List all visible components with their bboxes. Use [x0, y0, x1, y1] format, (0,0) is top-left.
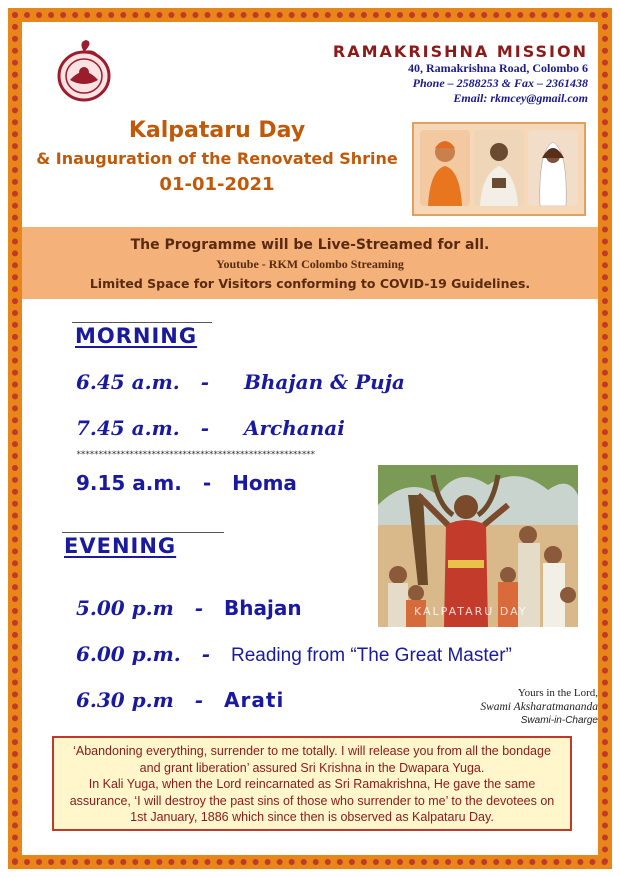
- schedule-time: 6.00 p.m.: [76, 642, 181, 666]
- evening-item-1: [76, 596, 302, 620]
- livestream-banner: [22, 227, 598, 299]
- banner-youtube-text: Youtube - RKM Colombo Streaming: [216, 257, 404, 271]
- quote-paragraph-1: ‘Abandoning everything, surrender to me totally. I will release you from all the bondage and grant liberation’ assured Sri Krishna in the Dwapara Yuga.: [73, 744, 551, 775]
- signoff-title: Swami-in-Charge: [520, 715, 598, 726]
- event-title-block: [22, 118, 412, 195]
- flyer-page: [22, 22, 598, 855]
- event-date: 01-01-2021: [159, 174, 275, 195]
- kalpataru-painting: [378, 465, 578, 627]
- schedule-event: Reading from “The Great Master”: [231, 645, 512, 666]
- schedule-separator: ******************************************************: [76, 450, 315, 460]
- schedule-time: 9.15 a.m.: [76, 471, 182, 495]
- schedule-dash: -: [202, 471, 212, 495]
- event-title: Kalpataru Day: [128, 118, 306, 143]
- portrait-holy-mother: [528, 130, 578, 206]
- schedule-event: Bhajan: [224, 596, 302, 620]
- portraits-image: [412, 122, 586, 216]
- schedule-event: Bhajan & Puja: [243, 370, 405, 394]
- mission-emblem-icon: [56, 40, 112, 102]
- painting-caption: KALPATARU DAY: [414, 605, 528, 618]
- schedule-dash: -: [201, 642, 211, 666]
- morning-item-3: [76, 471, 297, 495]
- morning-heading: MORNING: [75, 324, 198, 348]
- morning-rule: [72, 322, 212, 323]
- portrait-vivekananda: [420, 130, 470, 206]
- schedule-time: 6.30 p.m: [76, 688, 174, 712]
- schedule-dash: -: [194, 688, 204, 712]
- morning-item-2: [76, 416, 345, 440]
- schedule-event: Archanai: [243, 416, 345, 440]
- signoff-salutation: Yours in the Lord,: [517, 687, 598, 699]
- banner-livestream-text: The Programme will be Live-Streamed for all.: [130, 237, 490, 253]
- quote-paragraph-2: In Kali Yuga, when the Lord reincarnated as Sri Ramakrishna, He gave the same assurance, ‘I will destroy the past sins of those who surrender to me’ to the devotees on 1st January, 1886 which since then is observed as Kalpataru Day.: [69, 777, 555, 824]
- schedule-dash: -: [200, 416, 210, 440]
- org-address: 40, Ramakrishna Road, Colombo 6: [407, 61, 588, 75]
- quote-box: [52, 736, 572, 831]
- evening-heading: EVENING: [64, 534, 177, 558]
- portrait-ramakrishna: [474, 130, 524, 206]
- schedule-event: Arati: [224, 688, 285, 712]
- org-phone: Phone – 2588253 & Fax – 2361438: [412, 76, 588, 90]
- org-name: RAMAKRISHNA MISSION: [332, 42, 588, 61]
- morning-item-1: [76, 370, 405, 394]
- evening-rule: [62, 532, 224, 533]
- schedule-time: 5.00 p.m: [76, 596, 174, 620]
- org-header: [333, 42, 588, 106]
- signoff-name: Swami Aksharatmananda: [480, 701, 598, 713]
- banner-covid-text: Limited Space for Visitors conforming to COVID-19 Guidelines.: [89, 276, 531, 291]
- evening-item-3: [76, 688, 284, 712]
- org-email: Email: rkmcey@gmail.com: [453, 91, 588, 105]
- evening-item-2: [76, 642, 512, 667]
- schedule-dash: -: [200, 370, 210, 394]
- schedule-dash: -: [194, 596, 204, 620]
- schedule-time: 6.45 a.m.: [76, 370, 180, 394]
- schedule-time: 7.45 a.m.: [76, 416, 180, 440]
- signoff-block: [378, 687, 598, 726]
- event-subtitle: & Inauguration of the Renovated Shrine: [36, 149, 398, 168]
- schedule-event: Homa: [232, 471, 297, 495]
